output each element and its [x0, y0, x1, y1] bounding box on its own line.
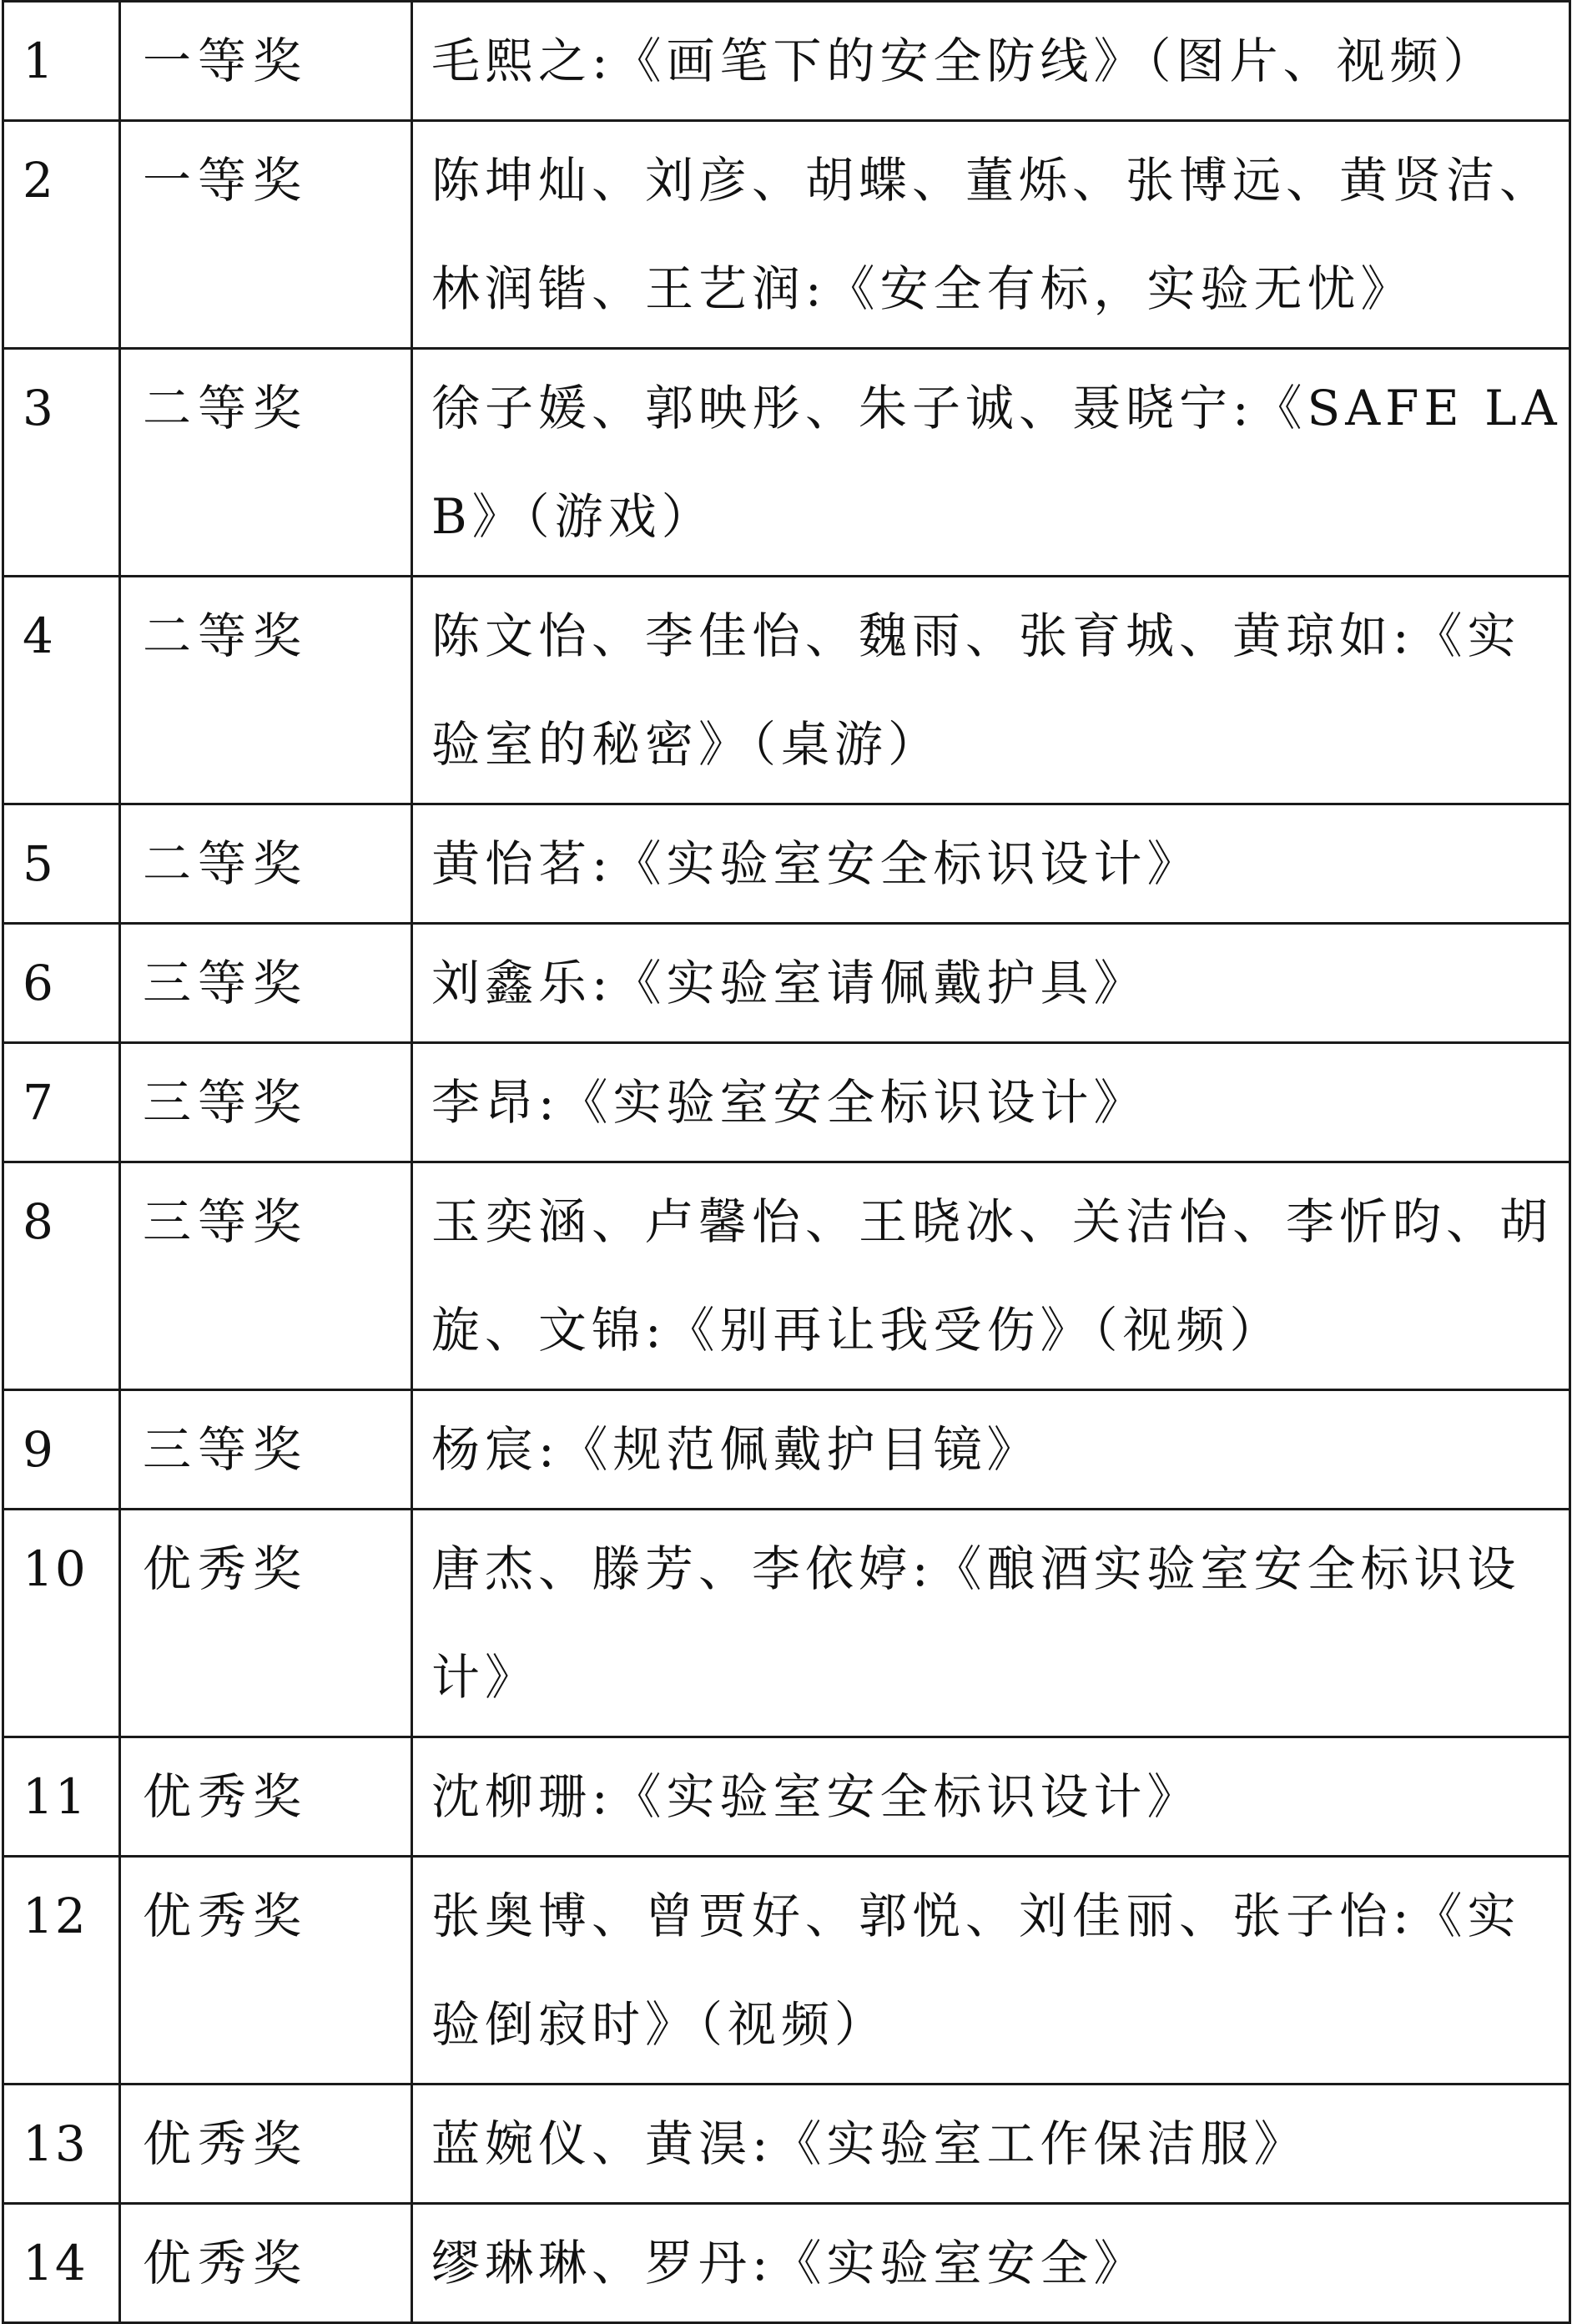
row-number: 2 — [3, 121, 120, 349]
award-level: 二等奖 — [120, 349, 412, 577]
winner-work: 毛熙之:《画笔下的安全防线》（图片、视频） — [412, 2, 1570, 121]
table-row — [3, 1162, 1570, 1390]
award-level: 二等奖 — [120, 804, 412, 924]
winner-work: 张奥博、曾贾好、郭悦、刘佳丽、张子怡:《实验倒寂时》（视频） — [412, 1857, 1570, 2085]
row-number: 5 — [3, 804, 120, 924]
row-number: 1 — [3, 2, 120, 121]
table-row — [3, 1857, 1570, 2085]
winner-work: 蓝婉仪、黄淏:《实验室工作保洁服》 — [412, 2085, 1570, 2204]
table-row — [3, 2, 1570, 121]
winner-work: 杨宸:《规范佩戴护目镜》 — [412, 1390, 1570, 1510]
award-level: 优秀奖 — [120, 2204, 412, 2323]
row-number: 7 — [3, 1043, 120, 1162]
winner-work: 玉奕涵、卢馨怡、王晓冰、关洁怡、李忻昀、胡旋、文锦:《别再让我受伤》（视频） — [412, 1162, 1570, 1390]
table-row — [3, 121, 1570, 349]
award-level: 优秀奖 — [120, 1737, 412, 1857]
award-level: 三等奖 — [120, 1043, 412, 1162]
winner-work: 陈坤灿、刘彦、胡蝶、董烁、张博远、黄贤洁、林润锴、王艺润:《安全有标，实验无忧》 — [412, 121, 1570, 349]
row-number: 8 — [3, 1162, 120, 1390]
row-number: 11 — [3, 1737, 120, 1857]
winner-work: 刘鑫乐:《实验室请佩戴护具》 — [412, 924, 1570, 1043]
award-level: 优秀奖 — [120, 1510, 412, 1737]
row-number: 3 — [3, 349, 120, 577]
row-number: 6 — [3, 924, 120, 1043]
row-number: 12 — [3, 1857, 120, 2085]
award-level: 一等奖 — [120, 121, 412, 349]
winner-work: 沈柳珊:《实验室安全标识设计》 — [412, 1737, 1570, 1857]
table-row — [3, 924, 1570, 1043]
row-number: 10 — [3, 1510, 120, 1737]
award-level: 优秀奖 — [120, 1857, 412, 2085]
table-row — [3, 1737, 1570, 1857]
table-row — [3, 1390, 1570, 1510]
row-number: 14 — [3, 2204, 120, 2323]
row-number: 13 — [3, 2085, 120, 2204]
award-level: 二等奖 — [120, 577, 412, 804]
table-row — [3, 2204, 1570, 2323]
table-row — [3, 1043, 1570, 1162]
award-level: 一等奖 — [120, 2, 412, 121]
row-number: 9 — [3, 1390, 120, 1510]
award-table-body — [3, 2, 1570, 2323]
award-level: 三等奖 — [120, 1390, 412, 1510]
table-row — [3, 804, 1570, 924]
winner-work: 黄怡茗:《实验室安全标识设计》 — [412, 804, 1570, 924]
table-row — [3, 1510, 1570, 1737]
winner-work: 陈文怡、李佳怡、魏雨、张育城、黄琼如:《实验室的秘密》（桌游） — [412, 577, 1570, 804]
winner-work: 缪琳琳、罗丹:《实验室安全》 — [412, 2204, 1570, 2323]
award-level: 优秀奖 — [120, 2085, 412, 2204]
row-number: 4 — [3, 577, 120, 804]
award-level: 三等奖 — [120, 924, 412, 1043]
winner-work: 李昂:《实验室安全标识设计》 — [412, 1043, 1570, 1162]
winner-work: 徐子媛、郭映彤、朱子诚、聂晓宁:《SAFE LAB》（游戏） — [412, 349, 1570, 577]
award-list-table — [2, 0, 1571, 2324]
table-row — [3, 2085, 1570, 2204]
award-level: 三等奖 — [120, 1162, 412, 1390]
table-row — [3, 577, 1570, 804]
winner-work: 唐杰、滕芳、李依婷:《酿酒实验室安全标识设计》 — [412, 1510, 1570, 1737]
table-row — [3, 349, 1570, 577]
